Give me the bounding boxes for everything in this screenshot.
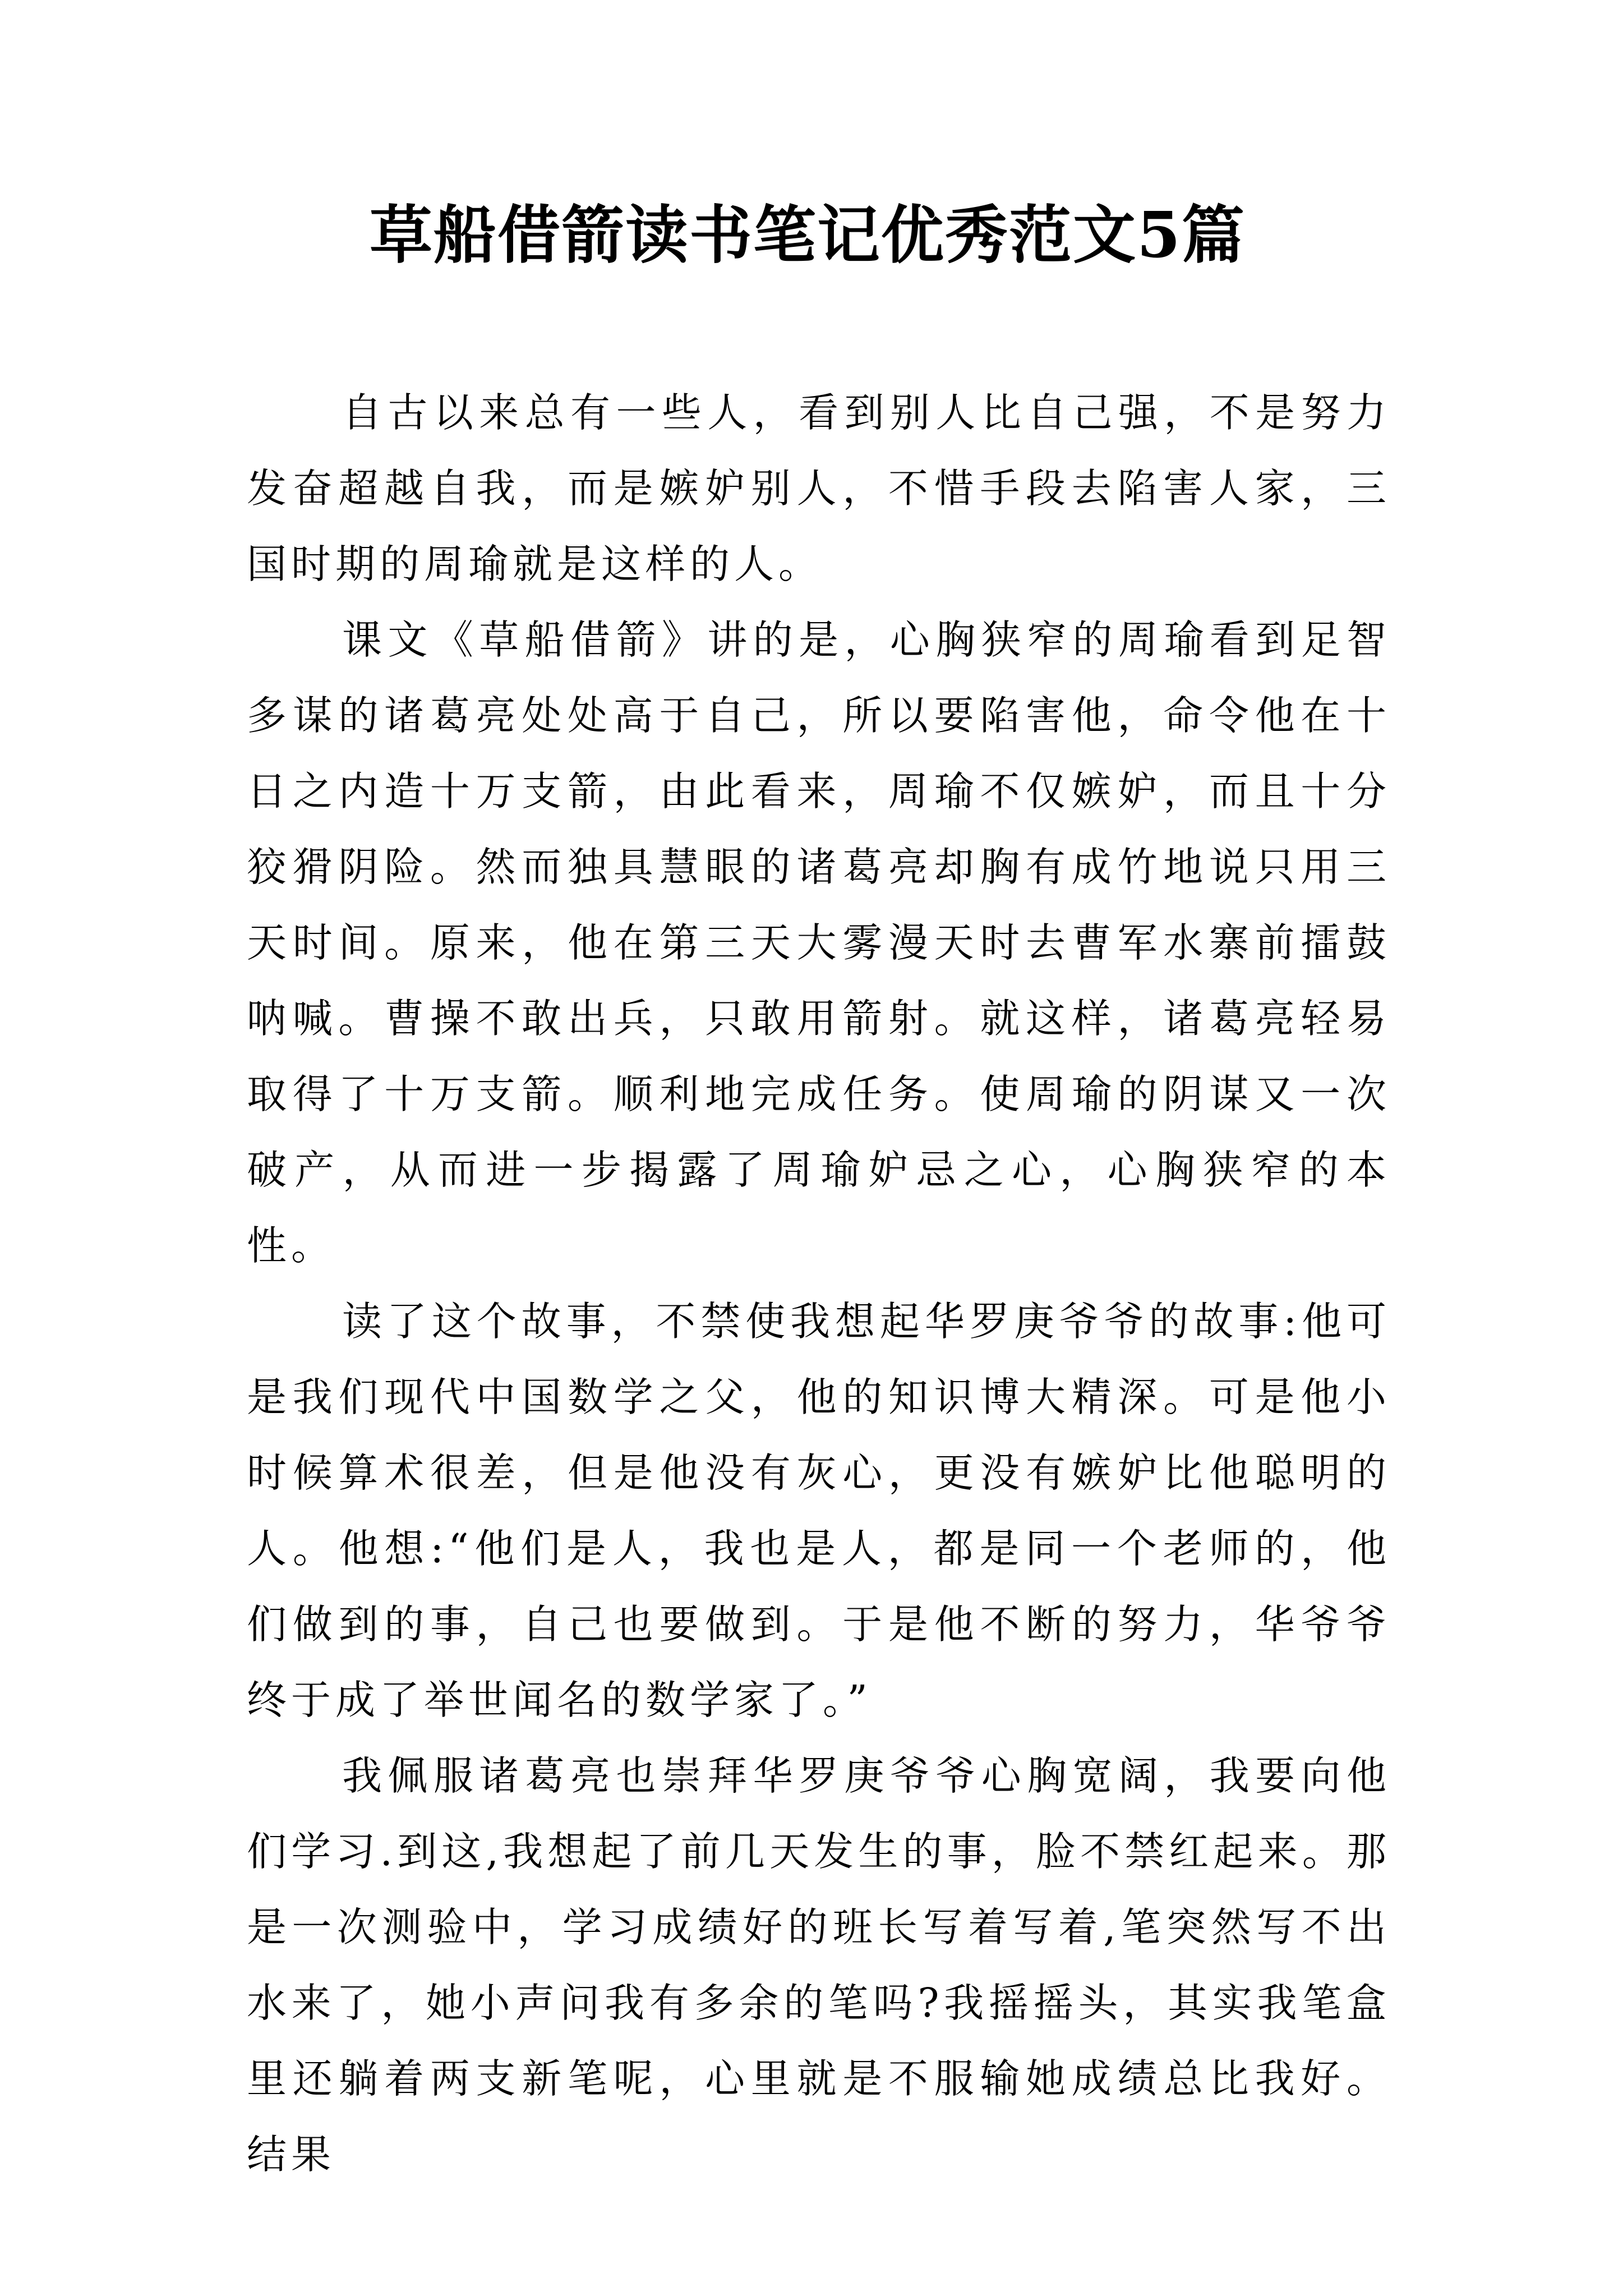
document-title: 草船借箭读书笔记优秀范文5篇 [370,199,1246,272]
paragraph: 我佩服诸葛亮也崇拜华罗庚爷爷心胸宽阔，我要向他们学习.到这,我想起了前几天发生的事，脸不禁红起来。那是一次测验中，学习成绩好的班长写着写着,笔突然写不出水来了，她小声问我有多余的笔吗?我摇摇头，其实我笔盒里还躺着两支新笔呢，心里就是不服输她成绩总比我好。结果 [247,1752,1391,2178]
paragraph: 读了这个故事，不禁使我想起华罗庚爷爷的故事:他可是我们现代中国数学之父，他的知识博大精深。可是他小时候算术很差，但是他没有灰心，更没有嫉妒比他聪明的人。他想:“他们是人，我也是人，都是同一个老师的，他们做到的事，自己也要做到。于是他不断的努力，华爷爷终于成了举世闻名的数学家了。” [247,1298,1391,1723]
paragraph: 课文《草船借箭》讲的是，心胸狭窄的周瑜看到足智多谋的诸葛亮处处高于自己，所以要陷害他，命令他在十日之内造十万支箭，由此看来，周瑜不仅嫉妒，而且十分狡猾阴险。然而独具慧眼的诸葛亮却胸有成竹地说只用三天时间。原来，他在第三天大雾漫天时去曹军水寨前擂鼓呐喊。曹操不敢出兵，只敢用箭射。就这样，诸葛亮轻易取得了十万支箭。顺利地完成任务。使周瑜的阴谋又一次破产，从而进一步揭露了周瑜妒忌之心，心胸狭窄的本性。 [247,616,1391,1269]
document-body [247,375,1391,2192]
paragraph: 自古以来总有一些人，看到别人比自己强，不是努力发奋超越自我，而是嫉妒别人，不惜手段去陷害人家，三国时期的周瑜就是这样的人。 [247,389,1391,587]
